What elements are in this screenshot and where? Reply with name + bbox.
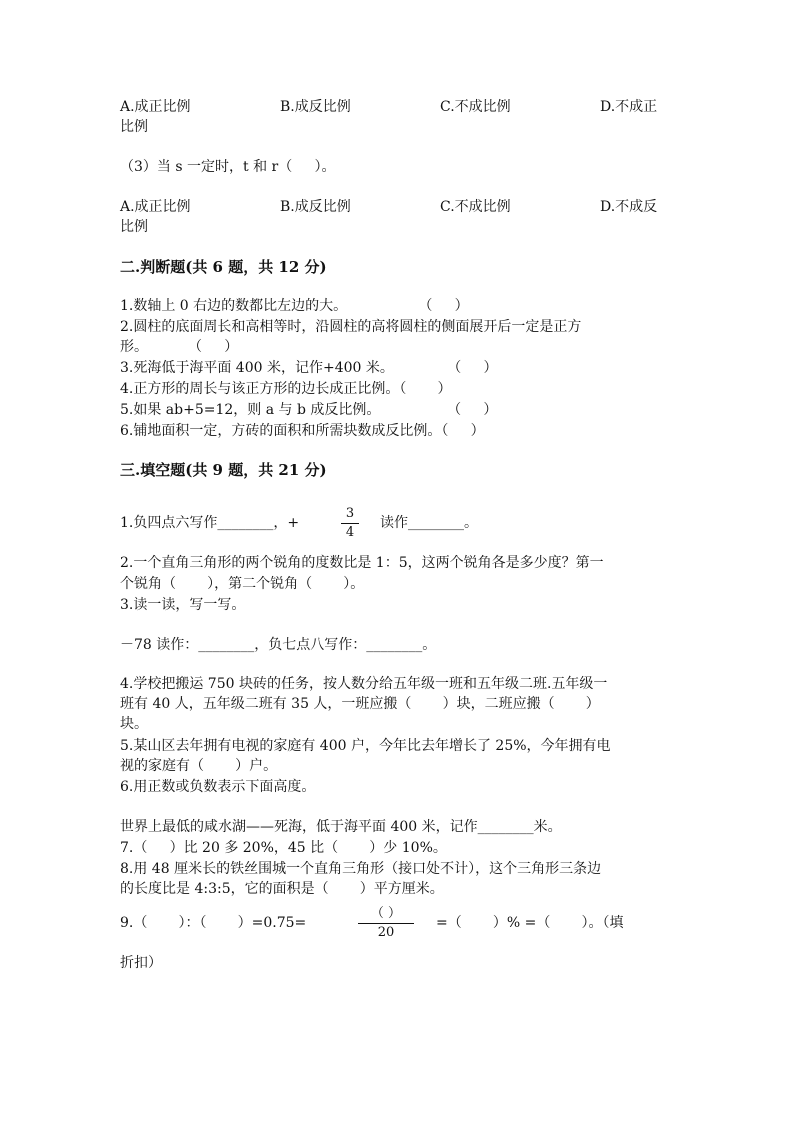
q3-option-d: D.不成反 (600, 199, 658, 215)
section3-title: 三.填空题(共 9 题，共 21 分) (120, 461, 327, 479)
q3-stem: （3）当 s 一定时，t 和 r（ ）。 (120, 159, 336, 175)
fill-q1-left: 1.负四点六写作________，+ (120, 515, 300, 531)
q2-option-a: A.成正比例 (120, 99, 191, 115)
fill-q3-line1: 3.读一读，写一写。 (120, 597, 246, 613)
q2-option-c: C.不成比例 (440, 99, 511, 115)
q2-option-d: D.不成正 (600, 99, 658, 115)
fill-q6-line1: 6.用正数或负数表示下面高度。 (120, 779, 316, 795)
fill-q6-line2: 世界上最低的咸水湖——死海，低于海平面 400 米，记作________米。 (120, 819, 562, 835)
section2-item-3: 3.死海低于海平面 400 米，记作+400 米。 （ ） (120, 360, 498, 376)
section2-item-2: 2.圆柱的底面周长和高相等时，沿圆柱的高将圆柱的侧面展开后一定是正方 (120, 319, 582, 335)
fill-q8-line1: 8.用 48 厘米长的铁丝围城一个直角三角形（接口处不计），这个三角形三条边 (120, 861, 602, 877)
fill-q1-right: 读作________。 (380, 515, 478, 531)
section2-title: 二.判断题(共 6 题，共 12 分) (120, 258, 327, 276)
fill-q9-wrap: 折扣） (120, 955, 162, 971)
fill-q7: 7.（ ）比 20 多 20%，45 比（ ）少 10%。 (120, 840, 447, 856)
fraction-bar (341, 523, 359, 524)
fill-q5-line2: 视的家庭有（ ）户。 (120, 758, 278, 774)
fill-q9-frac-den: 20 (377, 925, 395, 940)
q3-option-b: B.成反比例 (280, 199, 351, 215)
q3-option-a: A.成正比例 (120, 199, 191, 215)
fill-q9-fraction (358, 906, 414, 941)
q2-option-d-wrap: 比例 (120, 119, 148, 135)
fill-q2-line2: 个锐角（ ），第二个锐角（ ）。 (120, 576, 365, 592)
fill-q9-left: 9.（ ）：（ ）=0.75= (120, 915, 307, 931)
q3-option-d-wrap: 比例 (120, 219, 148, 235)
fill-q1-fraction (341, 506, 359, 541)
fill-q4-line3: 块。 (120, 716, 148, 732)
fill-q2-line1: 2.一个直角三角形的两个锐角的度数比是 1：5，这两个锐角各是多少度？第一 (120, 555, 604, 571)
fill-q8-line2: 的长度比是 4:3:5，它的面积是（ ）平方厘米。 (120, 881, 444, 897)
fill-q4-line1: 4.学校把搬运 750 块砖的任务，按人数分给五年级一班和五年级二班.五年级一 (120, 676, 608, 692)
section2-item-4: 4.正方形的周长与该正方形的边长成正比例。（ ） (120, 381, 452, 397)
fill-q9-frac-num: （ ） (370, 906, 402, 921)
fill-q3-line2: －78 读作：________，负七点八写作：________。 (120, 637, 437, 653)
fill-q9-right: =（ ）% =（ ）。（填 (436, 915, 624, 931)
fraction-bar (358, 923, 414, 924)
fill-q1-frac-den: 4 (345, 525, 355, 540)
q2-option-b: B.成反比例 (280, 99, 351, 115)
fill-q4-line2: 班有 40 人，五年级二班有 35 人，一班应搬（ ）块，二班应搬（ ） (120, 696, 600, 712)
fill-q1-frac-num: 3 (345, 506, 355, 521)
section2-item-5: 5.如果 ab+5=12，则 a 与 b 成反比例。 （ ） (120, 402, 498, 418)
section2-item-6: 6.铺地面积一定，方砖的面积和所需块数成反比例。（ ） (120, 423, 485, 439)
section2-item-1: 1.数轴上 0 右边的数都比左边的大。 （ ） (120, 298, 469, 314)
q3-option-c: C.不成比例 (440, 199, 511, 215)
fill-q5-line1: 5.某山区去年拥有电视的家庭有 400 户，今年比去年增长了 25%，今年拥有电 (120, 738, 611, 754)
section2-item-2-wrap: 形。 （ ） (120, 339, 239, 355)
